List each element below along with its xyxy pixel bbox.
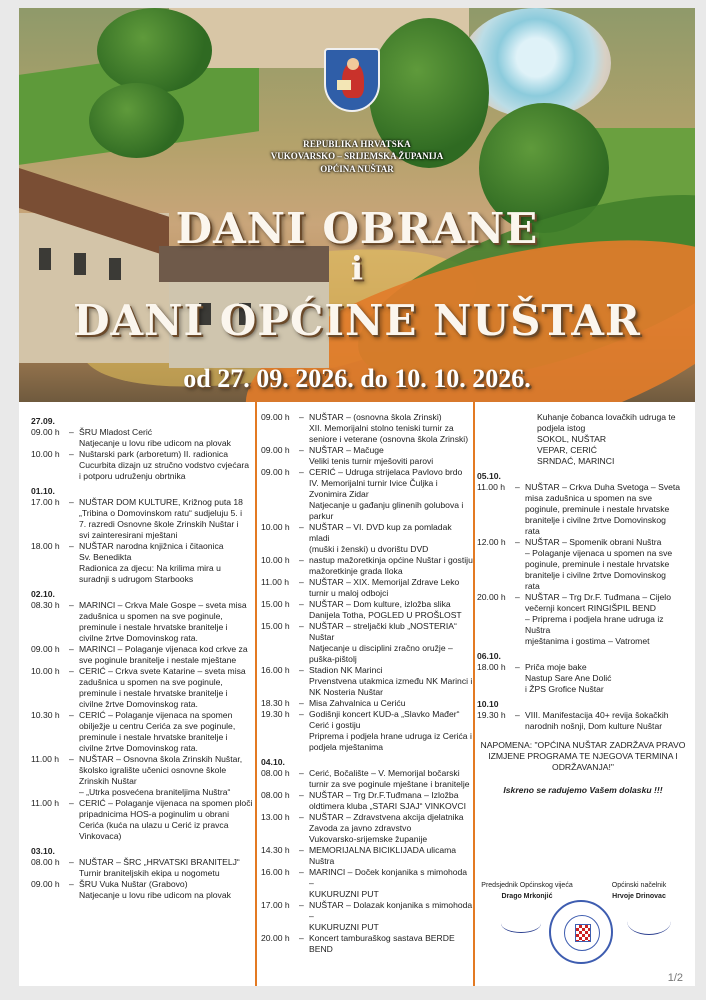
program-entry	[261, 445, 473, 467]
entry-line: večernji koncert RINGIŠPIL BEND	[525, 603, 657, 613]
entry-line: podjela mještanima	[309, 742, 384, 752]
entry-text	[79, 857, 259, 879]
entry-line: Godišnji koncert KUD-a „Slavko Mađer“	[309, 709, 460, 719]
entry-dash: –	[299, 522, 304, 532]
entry-line: civilne žrtve Domovinskog rata.	[79, 699, 198, 709]
entry-time: 09.00 h	[31, 644, 60, 654]
entry-line: „Tribina o Domovinskom ratu“ sudjeluju 5. i	[79, 508, 243, 518]
title-line-2: i	[350, 249, 364, 287]
entry-line: KUKURUZNI PUT	[309, 889, 379, 899]
entry-line: – „Utrka posvećena braniteljima Nuštra“	[79, 787, 231, 797]
entry-text	[525, 482, 689, 537]
entry-line: ŠRU Mladost Cerić	[79, 427, 153, 437]
entry-text	[309, 933, 473, 955]
entry-line: oldtimera kluba „STARI SJAJ“ VINKOVCI	[309, 801, 466, 811]
entry-line: 7. razredi Osnovne škole Zrinskih Nuštar i	[79, 519, 239, 529]
entry-text	[525, 710, 689, 732]
entry-line: i ŽPS Grofice Nuštar	[525, 684, 604, 694]
entry-dash: –	[69, 449, 74, 459]
banner-image	[19, 8, 695, 402]
entry-line: (muški i ženski) u dvorištu DVD	[309, 544, 429, 554]
entry-text	[79, 644, 259, 666]
entry-text	[79, 541, 259, 585]
entry-line: CERIĆ – Crkva svete Katarine – sveta misa	[79, 666, 246, 676]
entry-text	[309, 412, 473, 445]
entry-line: suradnji s udrugom Starbooks	[79, 574, 194, 584]
program-entry	[261, 555, 473, 577]
entry-time: 18.30 h	[261, 698, 290, 708]
entry-text	[309, 698, 473, 709]
program-date: 27.09.	[31, 416, 55, 426]
entry-dash: –	[69, 798, 74, 808]
entry-line: Prvenstvena utakmica između NK Marinci i	[309, 676, 473, 686]
closing-text: Iskreno se radujemo Vašem dolasku !!!	[503, 785, 663, 795]
program-entry	[31, 666, 259, 710]
entry-line: Zrinskih Nuštar	[79, 776, 137, 786]
entry-dash: –	[69, 666, 74, 676]
program-date: 06.10.	[477, 651, 501, 661]
entry-line: rata	[525, 526, 540, 536]
entry-text	[79, 754, 259, 798]
entry-line: NUŠTAR – ŠRC „HRVATSKI BRANITELJ“	[79, 857, 240, 867]
entry-dash: –	[515, 662, 520, 672]
entry-time: 17.00 h	[261, 900, 290, 910]
signature-right	[627, 908, 671, 935]
entry-line: Cucurbita dizajn uz stručno vodstvo cvjećara	[79, 460, 250, 470]
entry-line: KUKURUZNI PUT	[309, 922, 379, 932]
entry-dash: –	[299, 933, 304, 943]
program-entry	[261, 768, 473, 790]
program-date: 04.10.	[261, 757, 285, 767]
entry-line: poginule, preminule i nestale hrvatske	[525, 504, 670, 514]
entry-line: misa zadušnica u spomen na sve	[525, 493, 653, 503]
program-entry	[31, 600, 259, 644]
entry-line: branitelje i civilne žrtve Domovinskog	[525, 515, 666, 525]
entry-line: – Polaganje vijenaca u spomen na sve	[525, 548, 673, 558]
program-entry	[261, 522, 473, 555]
intro-line: podjela istog	[537, 423, 586, 433]
poster	[19, 8, 695, 986]
entry-line: Radionica za djecu: Na krilima mira u	[79, 563, 221, 573]
entry-line: Danijela Totha, POGLED U PROŠLOST	[309, 610, 462, 620]
entry-line: IV. Memorijalni turnir Ivice Čuljka i	[309, 478, 438, 488]
entry-line: nastup mažoretkinja općine Nuštar i gostiju	[309, 555, 473, 565]
entry-line: Natjecanje u gađanju glinenih golubova i	[309, 500, 464, 510]
entry-text	[79, 879, 259, 901]
entry-line: rata	[525, 581, 540, 591]
entry-line: NUŠTAR – Trg Dr.F. Tuđmana – Cijelo	[525, 592, 671, 602]
program-date: 01.10.	[31, 486, 55, 496]
entry-dash: –	[299, 621, 304, 631]
entry-text	[309, 768, 473, 790]
entry-line: MARINCI – Doček konjanika s mimohoda –	[309, 867, 468, 888]
entry-line: NUŠTAR narodna knjižnica i čitaonica	[79, 541, 224, 551]
entry-line: NUŠTAR – Dom kulture, izložba slika	[309, 599, 451, 609]
entry-line: CERIĆ – Polaganje vijenaca na spomen ploči	[79, 798, 253, 808]
entry-text	[79, 798, 259, 842]
program-entry	[261, 412, 473, 445]
entry-text	[309, 467, 473, 522]
program-entry	[477, 710, 689, 732]
program-entry	[261, 845, 473, 867]
entry-line: sve poginule branitelje i nestale mještane	[79, 655, 237, 665]
entry-dash: –	[515, 537, 520, 547]
program-entry	[261, 665, 473, 698]
entry-line: NUŠTAR – VI. DVD kup za pomladak mladi	[309, 522, 452, 543]
entry-time: 08.00 h	[261, 768, 290, 778]
entry-line: NUŠTAR – Crkva Duha Svetoga – Sveta	[525, 482, 681, 492]
entry-time: 10.30 h	[31, 710, 60, 720]
entry-text	[309, 900, 473, 933]
page-number: 1/2	[667, 972, 683, 984]
entry-dash: –	[299, 412, 304, 422]
entry-time: 09.00 h	[261, 412, 290, 422]
entry-line: MARINCI – Polaganje vijenaca kod crkve za	[79, 644, 248, 654]
entry-line: NUŠTAR – Spomenik obrani Nuštra	[525, 537, 662, 547]
program-entry	[261, 577, 473, 599]
intro-block	[477, 412, 689, 467]
entry-dash: –	[299, 790, 304, 800]
entry-line: Nastup Sare Ane Dolić	[525, 673, 612, 683]
entry-text	[309, 709, 473, 753]
entry-dash: –	[299, 445, 304, 455]
entry-line: CERIĆ – Udruga strijelaca Pavlovo brdo	[309, 467, 463, 477]
entry-time: 19.30 h	[477, 710, 506, 720]
entry-dash: –	[69, 600, 74, 610]
signature-left	[501, 914, 541, 933]
header-municipality: OPĆINA NUŠTAR	[320, 164, 394, 174]
entry-line: Natjecanje u lovu ribe udicom na plovak	[79, 438, 231, 448]
entry-time: 10.00 h	[31, 449, 60, 459]
entry-line: NUŠTAR – Trg Dr.F.Tuđmana – Izložba	[309, 790, 459, 800]
entry-text	[309, 790, 473, 812]
entry-dash: –	[69, 427, 74, 437]
program-entry	[31, 541, 259, 585]
entry-line: Cerić, Bočalište – V. Memorijal bočarski	[309, 768, 460, 778]
column-divider	[473, 402, 475, 986]
entry-text	[309, 555, 473, 577]
entry-text	[309, 812, 473, 845]
title-line-1: DANI OBRANE	[175, 204, 539, 253]
entry-line: Priprema i podjela hrane udruga iz Cerića i	[309, 731, 472, 741]
program-items	[477, 471, 689, 732]
entry-line: NK Nosteria Nuštar	[309, 687, 384, 697]
intro-line: SRNDAĆ, MARINCI	[537, 456, 615, 466]
program-entry	[31, 449, 259, 482]
entry-text	[79, 710, 259, 754]
entry-line: parkur	[309, 511, 334, 521]
entry-dash: –	[299, 665, 304, 675]
entry-text	[309, 445, 473, 467]
entry-line: turnir u maloj odbojci	[309, 588, 389, 598]
entry-time: 12.00 h	[477, 537, 506, 547]
entry-line: civilne žrtve Domovinskog rata.	[79, 743, 198, 753]
entry-line: Veliki tenis turnir mješoviti parovi	[309, 456, 434, 466]
entry-dash: –	[299, 698, 304, 708]
entry-line: – Priprema i podjela hrane udruga iz Nuštra	[525, 614, 664, 635]
entry-dash: –	[299, 845, 304, 855]
entry-text	[309, 665, 473, 698]
intro-line: VEPAR, CERIĆ	[537, 445, 598, 455]
entry-line: ŠRU Vuka Nuštar (Grabovo)	[79, 879, 188, 889]
entry-line: CERIĆ – Polaganje vijenaca na spomen	[79, 710, 233, 720]
intro-line: SOKOL, NUŠTAR	[537, 434, 607, 444]
program-entry	[31, 754, 259, 798]
entry-text	[309, 522, 473, 555]
entry-dash: –	[299, 900, 304, 910]
entry-line: preminule i nestale hrvatske branitelje i	[79, 732, 228, 742]
program-entry	[261, 790, 473, 812]
entry-line: preminule i nestale hrvatske branitelje i	[79, 622, 228, 632]
entry-time: 09.00 h	[261, 445, 290, 455]
program-entry	[31, 710, 259, 754]
entry-time: 09.00 h	[31, 879, 60, 889]
entry-line: školsko igralište učenici osnovne škole	[79, 765, 227, 775]
entry-dash: –	[69, 857, 74, 867]
header-county: VUKOVARSKO – SRIJEMSKA ŽUPANIJA	[270, 151, 444, 161]
program-entry	[31, 857, 259, 879]
signatures-row	[477, 880, 689, 902]
coat-of-arms-icon	[324, 48, 380, 112]
entry-line: MARINCI – Crkva Male Gospe – sveta misa	[79, 600, 247, 610]
entry-line: mažoretkinje grada Iloka	[309, 566, 403, 576]
entry-line: puška-pištolj	[309, 654, 357, 664]
program-entry	[31, 427, 259, 449]
program-entry	[31, 497, 259, 541]
entry-dash: –	[299, 599, 304, 609]
entry-text	[309, 599, 473, 621]
program-date: 10.10	[477, 699, 499, 709]
entry-time: 18.00 h	[477, 662, 506, 672]
program-entry	[261, 698, 473, 709]
entry-dash: –	[299, 467, 304, 477]
entry-line: NUŠTAR – Mačuge	[309, 445, 384, 455]
entry-time: 08.00 h	[31, 857, 60, 867]
entry-text	[525, 662, 689, 695]
entry-line: XII. Memorijalni stolno teniski turnir za	[309, 423, 454, 433]
entry-line: NUŠTAR – streljački klub „NOSTERIA“ Nuštar	[309, 621, 457, 642]
program-date: 02.10.	[31, 589, 55, 599]
entry-time: 19.30 h	[261, 709, 290, 719]
entry-text	[79, 427, 259, 449]
entry-text	[309, 621, 473, 665]
entry-time: 14.30 h	[261, 845, 290, 855]
entry-time: 11.00 h	[31, 798, 60, 808]
entry-text	[525, 592, 689, 647]
entry-time: 18.00 h	[31, 541, 60, 551]
program-section	[19, 402, 695, 986]
entry-dash: –	[515, 592, 520, 602]
entry-line: Zvonimira Zidar	[309, 489, 369, 499]
entry-time: 10.00 h	[261, 555, 290, 565]
entry-time: 11.00 h	[261, 577, 290, 587]
entry-line: obilježje u centru Cerića za sve poginule,	[79, 721, 236, 731]
tree-shape	[97, 8, 212, 93]
entry-dash: –	[299, 577, 304, 587]
entry-text	[79, 497, 259, 541]
entry-line: i potporu udruženju obrtnika	[79, 471, 186, 481]
entry-text	[309, 577, 473, 599]
program-entry	[261, 933, 473, 955]
entry-line: MEMORIJALNA BICIKLIJADA ulicama Nuštra	[309, 845, 457, 866]
entry-line: NUŠTAR – Zdravstvena akcija djelatnika	[309, 812, 464, 822]
program-entry	[31, 644, 259, 666]
program-entry	[261, 709, 473, 753]
program-entry	[261, 812, 473, 845]
entry-text	[309, 845, 473, 867]
entry-line: narodnih nošnji, Dom kulture Nuštar	[525, 721, 663, 731]
entry-time: 15.00 h	[261, 599, 290, 609]
program-column-1	[31, 402, 259, 986]
entry-time: 10.00 h	[261, 522, 290, 532]
entry-time: 10.00 h	[31, 666, 60, 676]
entry-line: Priča moje bake	[525, 662, 587, 672]
program-entry	[31, 879, 259, 901]
entry-line: svi zainteresirani mještani	[79, 530, 178, 540]
entry-text	[525, 537, 689, 592]
signatory-role-left: Predsjednik Općinskog vijeća	[481, 882, 573, 889]
entry-time: 16.00 h	[261, 867, 290, 877]
entry-line: zadušnica u spomen na sve poginule,	[79, 677, 223, 687]
entry-time: 08.00 h	[261, 790, 290, 800]
event-dates: od 27. 09. 2026. do 10. 10. 2026.	[183, 364, 531, 393]
entry-line: preminule i nestale hrvatske branitelje i	[79, 688, 228, 698]
entry-time: 09.00 h	[261, 467, 290, 477]
signatory-name-left: Drago Mrkonjić	[501, 893, 553, 900]
entry-line: Cerić i gostiju	[309, 720, 361, 730]
program-column-3	[477, 402, 689, 986]
entry-time: 15.00 h	[261, 621, 290, 631]
program-entry	[477, 662, 689, 695]
entry-line: Turnir braniteljskih ekipa u nogometu	[79, 868, 220, 878]
entry-line: Zavoda za javno zdravstvo	[309, 823, 412, 833]
entry-line: Sv. Benedikta	[79, 552, 132, 562]
entry-text	[79, 600, 259, 644]
entry-time: 13.00 h	[261, 812, 290, 822]
entry-dash: –	[69, 644, 74, 654]
notice-text: NAPOMENA: "OPĆINA NUŠTAR ZADRŽAVA PRAVO IZMJENE PROGRAMA TE NJEGOVA TERMINA I ODRŽAVANJA!"	[480, 740, 686, 772]
entry-line: NUŠTAR – Osnovna škola Zrinskih Nuštar,	[79, 754, 243, 764]
entry-dash: –	[299, 555, 304, 565]
entry-line: civilne žrtve Domovinskog rata.	[79, 633, 198, 643]
entry-line: NUŠTAR – (osnovna škola Zrinski)	[309, 412, 442, 422]
entry-dash: –	[69, 541, 74, 551]
entry-text	[309, 867, 473, 900]
program-entry	[31, 798, 259, 842]
official-stamp-icon	[549, 900, 613, 964]
entry-time: 09.00 h	[31, 427, 60, 437]
entry-time: 11.00 h	[477, 482, 506, 492]
header-country: REPUBLIKA HRVATSKA	[303, 139, 411, 149]
entry-dash: –	[299, 812, 304, 822]
program-entry	[477, 592, 689, 647]
program-entry	[261, 467, 473, 522]
entry-line: VIII. Manifestacija 40+ revija šokačkih	[525, 710, 669, 720]
title-line-3: DANI OPĆINE NUŠTAR	[73, 296, 641, 345]
entry-time: 20.00 h	[477, 592, 506, 602]
entry-dash: –	[515, 482, 520, 492]
entry-time: 17.00 h	[31, 497, 60, 507]
entry-line: turnir za sve poginule mještane i branitelje	[309, 779, 470, 789]
entry-time: 08.30 h	[31, 600, 60, 610]
entry-line: branitelje i civilne žrtve Domovinskog	[525, 570, 666, 580]
entry-line: NUŠTAR – Dolazak konjanika s mimohoda –	[309, 900, 473, 921]
signatory-role-right: Općinski načelnik	[611, 882, 667, 889]
entry-line: NUŠTAR – XIX. Memorijal Zdrave Leko	[309, 577, 460, 587]
intro-line: Kuhanje čobanca lovačkih udruga te	[537, 412, 676, 422]
entry-line: mještanima i gostima – Vatromet	[525, 636, 650, 646]
entry-time: 20.00 h	[261, 933, 290, 943]
program-entry	[261, 867, 473, 900]
entry-line: seniore i veterane (osnovna škola Zrinski)	[309, 434, 469, 444]
signatory-name-right: Hrvoje Drinovac	[612, 893, 666, 900]
program-entry	[477, 537, 689, 592]
entry-dash: –	[515, 710, 520, 720]
entry-dash: –	[69, 879, 74, 889]
entry-line: Misa Zahvalnica u Ceriću	[309, 698, 406, 708]
entry-line: pripadnicima HOS-a poginulim u obrani	[79, 809, 229, 819]
entry-dash: –	[69, 497, 74, 507]
entry-line: Natjecanje u lovu ribe udicom na plovak	[79, 890, 231, 900]
entry-text	[79, 666, 259, 710]
entry-line: Stadion NK Marinci	[309, 665, 383, 675]
entry-line: Vukovarsko-srijemske županije	[309, 834, 428, 844]
entry-line: Natjecanje u disciplini zračno oružje –	[309, 643, 453, 653]
entry-dash: –	[299, 768, 304, 778]
entry-line: Nuštarski park (arboretum) II. radionica	[79, 449, 229, 459]
entry-dash: –	[299, 867, 304, 877]
entry-line: zadušnica u spomen na sve poginule,	[79, 611, 223, 621]
entry-dash: –	[299, 709, 304, 719]
entry-line: poginule, preminule i nestale hrvatske	[525, 559, 670, 569]
program-column-2	[261, 402, 473, 986]
entry-dash: –	[69, 710, 74, 720]
entry-dash: –	[69, 754, 74, 764]
program-date: 03.10.	[31, 846, 55, 856]
entry-time: 16.00 h	[261, 665, 290, 675]
entry-line: NUŠTAR DOM KULTURE, Križnog puta 18	[79, 497, 243, 507]
entry-line: Koncert tamburaškog sastava BERDE BEND	[309, 933, 455, 954]
entry-time: 11.00 h	[31, 754, 60, 764]
entry-line: Cerića (kuća na ulazu u Cerić iz pravca Vinkovaca)	[79, 820, 229, 841]
program-entry	[261, 599, 473, 621]
entry-text	[79, 449, 259, 482]
program-entry	[261, 621, 473, 665]
program-date: 05.10.	[477, 471, 501, 481]
program-entry	[477, 482, 689, 537]
program-entry	[261, 900, 473, 933]
